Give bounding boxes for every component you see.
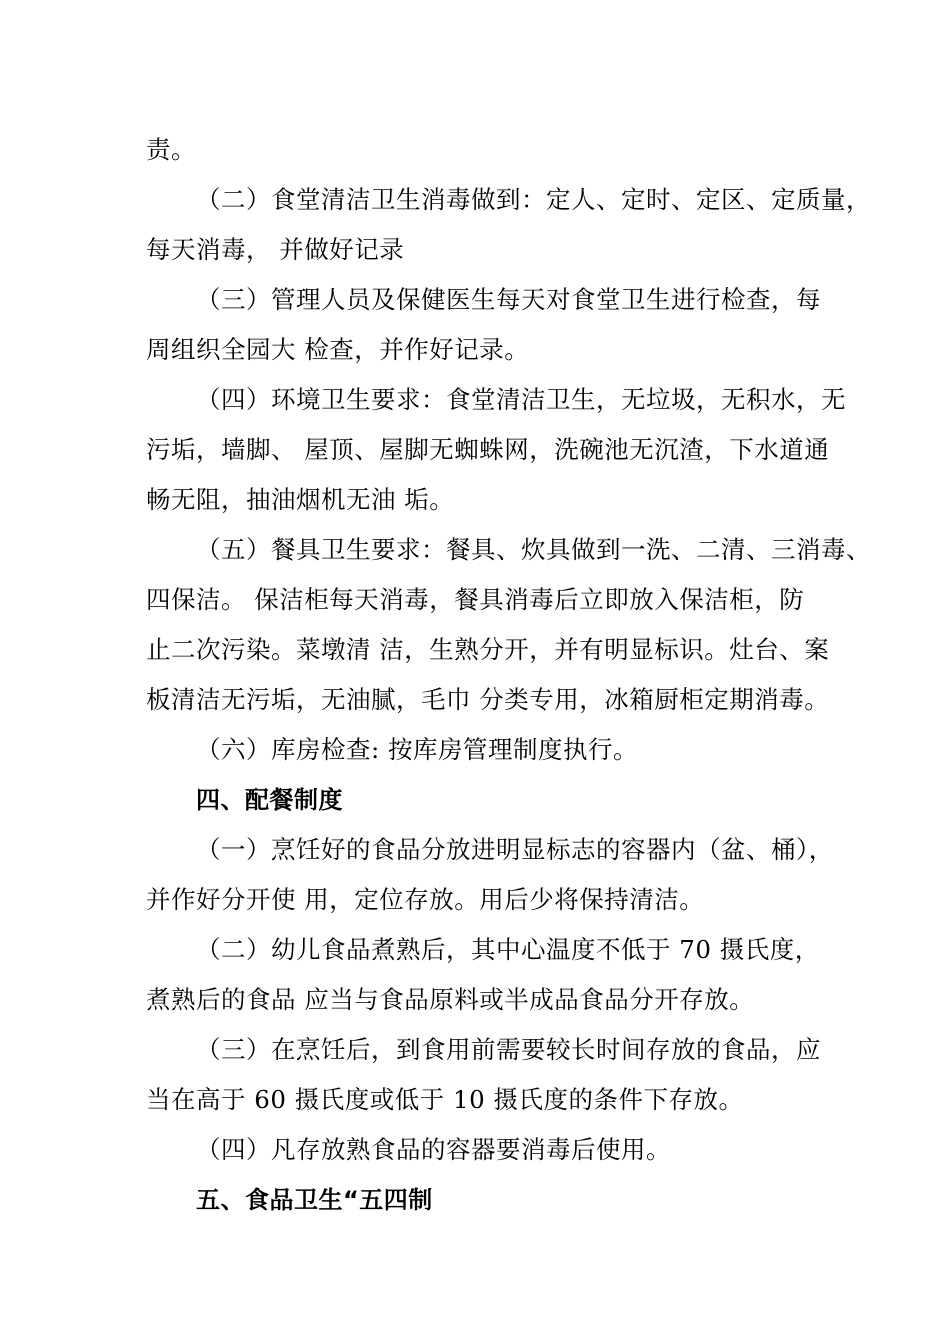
paragraph-item-2-line: （二）幼儿食品煮熟后，其中心温度不低于 70 摄氏度， bbox=[196, 935, 820, 964]
section-heading-4: 四、配餐制度 bbox=[196, 786, 343, 814]
paragraph-item-6-line: （六）库房检查: 按库房管理制度执行。 bbox=[196, 735, 639, 764]
text-line: 每天消毒， 并做好记录 bbox=[146, 235, 405, 264]
paragraph-item-3-line: （三）在烹饪后，到食用前需要较长时间存放的食品，应 bbox=[196, 1035, 821, 1064]
text-line: 污垢，墙脚、 屋顶、屋脚无蜘蛛网，洗碗池无沉渣，下水道通 bbox=[146, 435, 830, 464]
paragraph-item-3-line: （三）管理人员及保健医生每天对食堂卫生进行检查，每 bbox=[196, 285, 821, 314]
paragraph-item-5-line: （五）餐具卫生要求：餐具、炊具做到一洗、二清、三消毒、 bbox=[196, 535, 871, 564]
text-line: 周组织全园大 检查，并作好记录。 bbox=[146, 335, 530, 364]
paragraph-item-2-line: （二）食堂清洁卫生消毒做到：定人、定时、定区、定质量， bbox=[196, 185, 871, 214]
paragraph-item-4-line: （四）环境卫生要求：食堂清洁卫生，无垃圾，无积水，无 bbox=[196, 385, 846, 414]
section-heading-5: 五、食品卫生“五四制 bbox=[196, 1186, 433, 1214]
text-line: 煮熟后的食品 应当与食品原料或半成品食品分开存放。 bbox=[146, 985, 755, 1014]
text-line: 板清洁无污垢，无油腻，毛巾 分类专用，冰箱厨柜定期消毒。 bbox=[146, 685, 830, 714]
text-line: 并作好分开使 用，定位存放。用后少将保持清洁。 bbox=[146, 885, 705, 914]
text-line: 四保洁。 保洁柜每天消毒，餐具消毒后立即放入保洁柜，防 bbox=[146, 585, 805, 614]
text-line: 当在高于 60 摄氏度或低于 10 摄氏度的条件下存放。 bbox=[146, 1085, 744, 1114]
paragraph-item-4-line: （四）凡存放熟食品的容器要消毒后使用。 bbox=[196, 1135, 671, 1164]
text-line: 责。 bbox=[146, 135, 196, 164]
paragraph-item-1-line: （一）烹饪好的食品分放进明显标志的容器内（盆、桶）， bbox=[196, 835, 834, 864]
text-line: 止二次污染。菜墩清 洁，生熟分开，并有明显标识。灶台、案 bbox=[146, 635, 830, 664]
text-line: 畅无阻，抽油烟机无油 垢。 bbox=[146, 485, 455, 514]
